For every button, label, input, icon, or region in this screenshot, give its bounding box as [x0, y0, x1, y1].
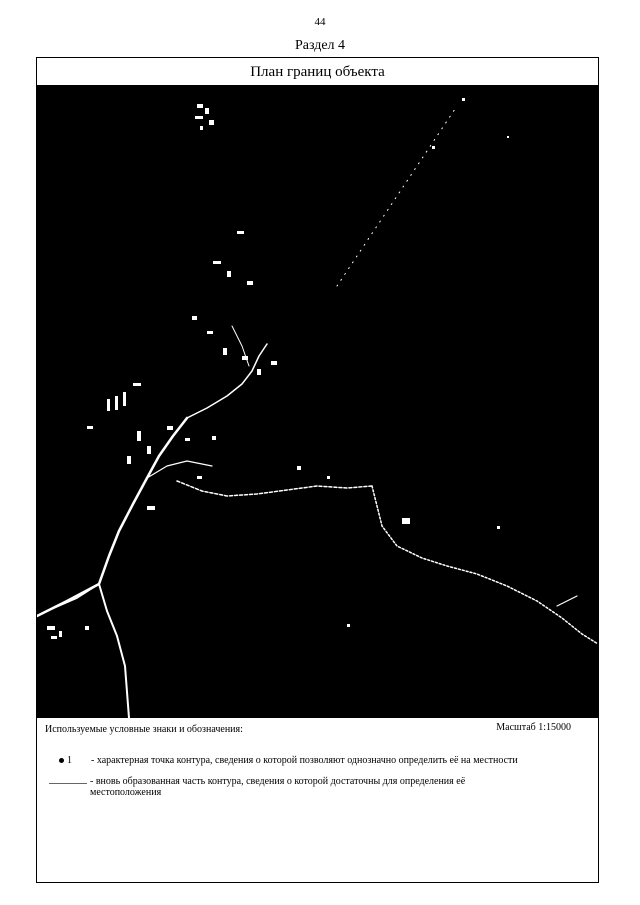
map-building — [247, 281, 253, 285]
plan-frame — [36, 57, 599, 883]
map-building — [59, 631, 62, 637]
map-building — [223, 348, 227, 355]
map-building — [200, 126, 203, 130]
point-icon — [59, 755, 91, 766]
map-building — [87, 426, 93, 429]
map-building — [197, 104, 203, 108]
map-building — [432, 146, 435, 149]
map-building — [85, 626, 89, 630]
legend-title: Используемые условные знаки и обозначения: — [45, 724, 243, 735]
map-building — [271, 361, 277, 365]
map-building — [107, 399, 110, 411]
map-building — [347, 624, 350, 627]
plan-title: План границ объекта — [37, 58, 598, 86]
map-building — [192, 316, 197, 320]
map-building — [237, 231, 244, 234]
map-building — [507, 136, 509, 138]
map-building — [185, 438, 190, 441]
section-title: Раздел 4 — [294, 38, 346, 53]
point-dot — [59, 758, 64, 763]
map-building — [257, 369, 261, 375]
map-scale: Масштаб 1:15000 — [496, 722, 571, 733]
map-building — [462, 98, 465, 101]
map-building — [133, 383, 141, 386]
legend-item-point — [59, 755, 518, 766]
map-building — [147, 446, 151, 454]
legend-item-point-text: - характерная точка контура, сведения о которой позволяют однозначно определить её на местности — [91, 755, 518, 766]
map-canvas — [37, 86, 598, 718]
map-building — [212, 436, 216, 440]
map-building — [327, 476, 330, 479]
map-building — [209, 120, 214, 125]
map-building — [207, 331, 213, 334]
map-building — [127, 456, 131, 464]
map-building — [497, 526, 500, 529]
map-building — [167, 426, 173, 430]
map-building — [297, 466, 301, 470]
map-building — [195, 116, 203, 119]
map-building — [227, 271, 231, 277]
page-number: 44 — [314, 16, 326, 28]
map-building — [123, 392, 126, 406]
map-building — [213, 261, 221, 264]
map-building — [197, 476, 202, 479]
line-icon — [49, 783, 87, 784]
map-building — [137, 431, 141, 441]
map-building — [402, 518, 410, 524]
map-building — [205, 108, 209, 114]
point-numeral: 1 — [67, 755, 72, 766]
map-building — [115, 396, 118, 410]
legend-item-line-text: - вновь образованная часть контура, сведения о которой достаточны для определения её местоположения — [90, 776, 466, 798]
map-building — [242, 356, 248, 360]
legend-item-line — [49, 776, 569, 798]
map-building — [51, 636, 57, 639]
satellite-map — [37, 86, 598, 718]
map-building — [47, 626, 55, 630]
map-building — [147, 506, 155, 510]
